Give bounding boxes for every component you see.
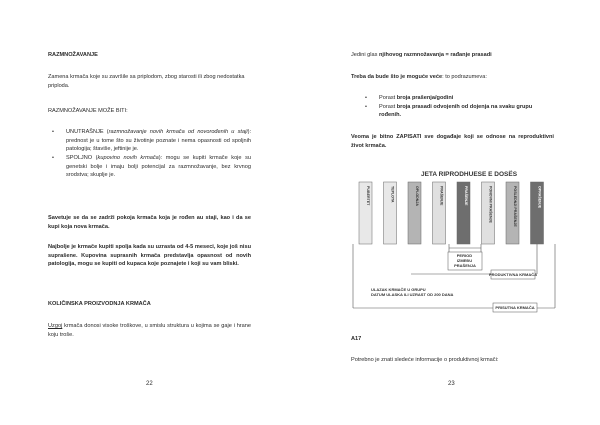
uzgoj-underlined: Uzgoj — [48, 323, 63, 329]
bullet1-lead: UNUTRAŠNJE ( — [66, 129, 109, 135]
line1-bold: njihovog razmnožavanja = rađanje prasadi — [379, 52, 492, 58]
diagram-title: JETA RIPRODHUESE E DOSËS — [420, 171, 518, 178]
paragraph-zamena: Zamena krmača koje su završile sa priplodom, zbog starosti ili zbog nedostatka priploda. — [48, 74, 245, 89]
diagram-bars — [359, 182, 544, 244]
diagram-bar-label: PUBERTET — [366, 186, 370, 206]
heading-kolicinska: KOLIČINSKA PROIZVODNJA KRMAČA — [48, 301, 151, 307]
r-bullet2-pre: Porast — [379, 103, 397, 110]
heading-a17: A17 — [351, 336, 362, 342]
diagram-bar-label: PONOVNI PRAŠENJE — [488, 186, 493, 223]
list-item-prasenja — [361, 94, 554, 103]
diagram-bar-label: TEPLOTA — [390, 186, 395, 203]
bullet2-rest: ): mogu se kupiti krmače koje su genetski bolje i imaju bolji potencijal za razmnožavanje, bez krvnog srodstva; skuplje je. — [66, 154, 251, 179]
diagram-bar-label: OPRAŠENJE — [537, 186, 542, 209]
bullet1-italic: razmnožavanje novih krmača od novorođenih u staji — [108, 129, 248, 135]
bullet1-rest: ): prednost je u tome što su životinje poznate i nema opasnosti od spoljnih patologija; štaviše, jeftinije je. — [66, 129, 251, 153]
line1-pre: Jedini glas — [351, 52, 379, 58]
paragraph-najbolje: Najbolje je krmače kupiti spolja kada su uzrasta od 4-5 meseci, koje još nisu suprašene. Kupovina suprasnih krmača predstavlja opasnost od novih patologija, mogu se kupiti od kupaca koje poznajete i koji su vam bliski. — [48, 244, 251, 268]
page-number-left: 22 — [146, 381, 153, 387]
line-potrebno: Potrebno je znati sledeće informacije o produktivnoj krmači: — [351, 357, 499, 363]
diagram-bar-label: OPLODNJA — [415, 186, 419, 206]
line2-rest: : to podrazumeva: — [442, 74, 487, 80]
line2-bold: Treba da bude što je moguće veće — [351, 74, 443, 80]
heading-moze-biti: RAZMNOŽAVANJE MOŽE BITI: — [48, 108, 128, 114]
diagram-svg — [351, 168, 561, 328]
reproductive-life-diagram — [351, 168, 561, 328]
line-treba-da-bude — [351, 73, 554, 82]
productive-label: PRODUKTIVNA KRMAČA — [488, 272, 538, 277]
line-jedini-glas — [351, 51, 554, 60]
list-item-spoljno — [48, 154, 251, 180]
list-item-prasadi — [361, 103, 554, 120]
list-item-unutrasnje — [48, 128, 251, 154]
razmnozavanje-list — [48, 128, 251, 180]
r-bullet1-bold: broja prašenja/godini — [396, 95, 454, 101]
period-label: PERIOD IZMEĐU PRAŠENJA — [454, 253, 476, 268]
page-number-right: 23 — [448, 381, 455, 387]
diagram-bar-label: PRAŠENJE — [439, 186, 444, 206]
paragraph-savetuje: Savetuje se da se zadrži pokoja krmača koja je rođen au staji, kao i da se kupi koja nova krmača. — [48, 215, 251, 230]
paragraph-uzgoj — [48, 322, 251, 339]
heading-razmnozavanje: RAZMNOŽAVANJE — [48, 52, 98, 58]
entry-sublabel: DATUM ULASKA ILI UZRAST OD 200 DANA — [371, 292, 454, 297]
right-page — [300, 0, 600, 425]
porast-list — [351, 94, 554, 120]
uzgoj-rest: krmača donosi visoke troškove, u smislu struktura u kojima se gaje i hrane koju troše. — [48, 323, 251, 338]
diagram-bar-label: POSLEDNJI PRAŠENJE — [513, 186, 517, 227]
r-bullet2-bold: broja prasadi odvojenih od dojenja na svaku grupu rođenih. — [379, 103, 533, 119]
note-zapisati: Veoma je bitno ZAPISATI sve događaje koji se odnose na reproduktivni život krmača. — [351, 134, 554, 149]
present-label: PRISUTNA KRMAČA — [495, 305, 535, 310]
r-bullet1-pre: Porast — [379, 95, 397, 101]
bullet2-lead: SPOLJNO ( — [66, 154, 98, 161]
bullet2-italic: kupovino novih krmača — [97, 154, 159, 161]
entry-label: ULAZAK KRMAČE U GRUPU — [371, 287, 426, 292]
diagram-bar-label: PRAŠENJE — [464, 186, 468, 206]
